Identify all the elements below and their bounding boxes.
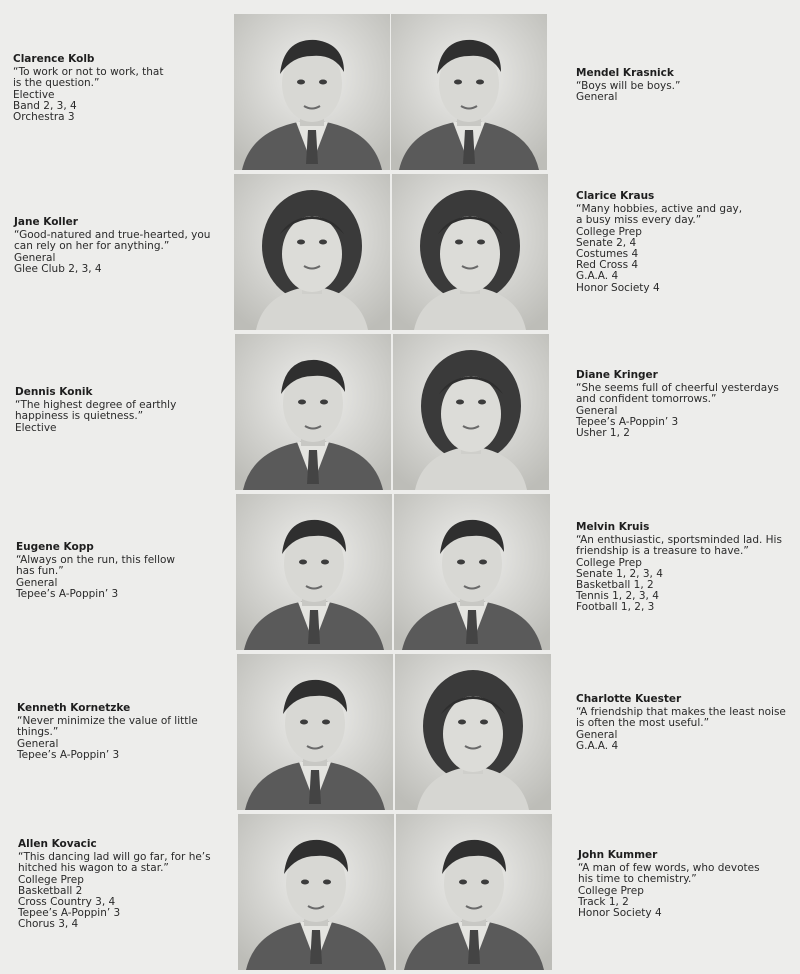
portrait-photo [234, 174, 390, 330]
student-name: Allen Kovacic [18, 838, 97, 850]
student-quote-line: “This dancing lad will go far, for he’s [18, 851, 211, 864]
student-activity-line: Basketball 1, 2 [576, 579, 654, 592]
student-activity-line: General [576, 728, 618, 741]
student-activity-line: Orchestra 3 [13, 111, 75, 124]
portrait-photo [392, 174, 548, 330]
student-activity-line: Red Cross 4 [576, 259, 639, 272]
student-entry-charlotte-kuester [576, 694, 786, 752]
student-quote-line: “An enthusiastic, sportsminded lad. His [576, 534, 782, 547]
student-quote-line: is the question.” [13, 77, 100, 90]
student-activity-line: College Prep [576, 225, 642, 238]
student-activity-line: General [17, 737, 59, 750]
student-activity-line: General [576, 404, 618, 417]
student-quote-line: has fun.” [16, 565, 64, 578]
portrait-photo [394, 494, 550, 650]
portrait-photo [236, 494, 392, 650]
student-quote-line: friendship is a treasure to have.” [576, 545, 749, 558]
student-name: Clarence Kolb [13, 53, 95, 65]
student-activity-line: Elective [15, 421, 57, 434]
student-entry-diane-kringer [576, 370, 779, 439]
student-quote-line: things.” [17, 726, 59, 739]
student-quote-line: happiness is quietness.” [15, 410, 144, 423]
portrait-photo [238, 814, 394, 970]
student-name: Diane Kringer [576, 369, 658, 381]
student-entry-john-kummer [578, 850, 760, 919]
student-activity-line: College Prep [576, 556, 642, 569]
student-activity-line: Band 2, 3, 4 [13, 99, 77, 112]
portrait-photo [391, 14, 547, 170]
student-activity-line: Football 1, 2, 3 [576, 601, 655, 614]
student-name: Mendel Krasnick [576, 67, 674, 79]
student-activity-line: G.A.A. 4 [576, 739, 619, 752]
student-quote-line: can rely on her for anything.” [14, 240, 170, 253]
student-activity-line: G.A.A. 4 [576, 270, 619, 283]
student-activity-line: Chorus 3, 4 [18, 918, 79, 931]
student-activity-line: Tepee’s A-Poppin’ 3 [17, 748, 120, 761]
student-quote-line: is often the most useful.” [576, 717, 710, 730]
student-entry-eugene-kopp [16, 542, 175, 600]
student-name: John Kummer [578, 849, 658, 861]
student-name: Kenneth Kornetzke [17, 702, 131, 714]
student-quote-line: “To work or not to work, that [13, 66, 164, 79]
student-entry-clarice-kraus [576, 191, 742, 294]
student-name: Jane Koller [14, 216, 78, 228]
student-activity-line: Honor Society 4 [576, 281, 660, 294]
student-quote-line: “She seems full of cheerful yesterdays [576, 382, 779, 395]
student-activity-line: Basketball 2 [18, 884, 83, 897]
student-entry-jane-koller [14, 217, 210, 275]
student-activity-line: Elective [13, 88, 55, 101]
student-activity-line: Tennis 1, 2, 3, 4 [576, 590, 659, 603]
portrait-photo [237, 654, 393, 810]
portrait-photo [393, 334, 549, 490]
student-quote-line: “A friendship that makes the least noise [576, 706, 786, 719]
student-activity-line: Track 1, 2 [578, 895, 629, 908]
student-quote-line: “Always on the run, this fellow [16, 554, 176, 567]
student-quote-line: a busy miss every day.” [576, 214, 702, 227]
portrait-photo [234, 14, 390, 170]
student-entry-dennis-konik [15, 387, 176, 434]
student-activity-line: Usher 1, 2 [576, 427, 630, 440]
portrait-photo [395, 654, 551, 810]
student-quote-line: “Never minimize the value of little [17, 715, 198, 728]
student-activity-line: Senate 2, 4 [576, 236, 637, 249]
student-entry-clarence-kolb [13, 54, 163, 123]
student-quote-line: “The highest degree of earthly [15, 399, 177, 412]
portrait-photo [235, 334, 391, 490]
student-activity-line: General [576, 91, 618, 104]
student-activity-line: Tepee’s A-Poppin’ 3 [18, 907, 121, 920]
student-activity-line: College Prep [18, 873, 84, 886]
student-name: Melvin Kruis [576, 521, 650, 533]
student-activity-line: General [16, 576, 58, 589]
student-name: Clarice Kraus [576, 190, 655, 202]
student-activity-line: Tepee’s A-Poppin’ 3 [16, 587, 119, 600]
student-entry-kenneth-kornetzke [17, 703, 198, 761]
student-name: Dennis Konik [15, 386, 93, 398]
student-entry-mendel-krasnick [576, 68, 680, 104]
student-quote-line: “Good-natured and true-hearted, you [14, 229, 211, 242]
student-quote-line: “Many hobbies, active and gay, [576, 203, 743, 216]
student-quote-line: and confident tomorrows.” [576, 393, 717, 406]
student-activity-line: Honor Society 4 [578, 907, 662, 920]
student-quote-line: his time to chemistry.” [578, 873, 697, 886]
portrait-photo [396, 814, 552, 970]
student-activity-line: Senate 1, 2, 3, 4 [576, 567, 663, 580]
student-activity-line: General [14, 251, 56, 264]
student-quote-line: “Boys will be boys.” [576, 80, 681, 93]
student-activity-line: Cross Country 3, 4 [18, 896, 116, 909]
student-name: Eugene Kopp [16, 541, 94, 553]
student-entry-melvin-kruis [576, 522, 782, 614]
student-quote-line: “A man of few words, who devotes [578, 862, 760, 875]
student-name: Charlotte Kuester [576, 693, 682, 705]
student-activity-line: Costumes 4 [576, 248, 639, 261]
student-activity-line: College Prep [578, 884, 644, 897]
student-quote-line: hitched his wagon to a star.” [18, 862, 169, 875]
student-entry-allen-kovacic [18, 839, 211, 931]
student-activity-line: Tepee’s A-Poppin’ 3 [576, 415, 679, 428]
student-activity-line: Glee Club 2, 3, 4 [14, 262, 102, 275]
